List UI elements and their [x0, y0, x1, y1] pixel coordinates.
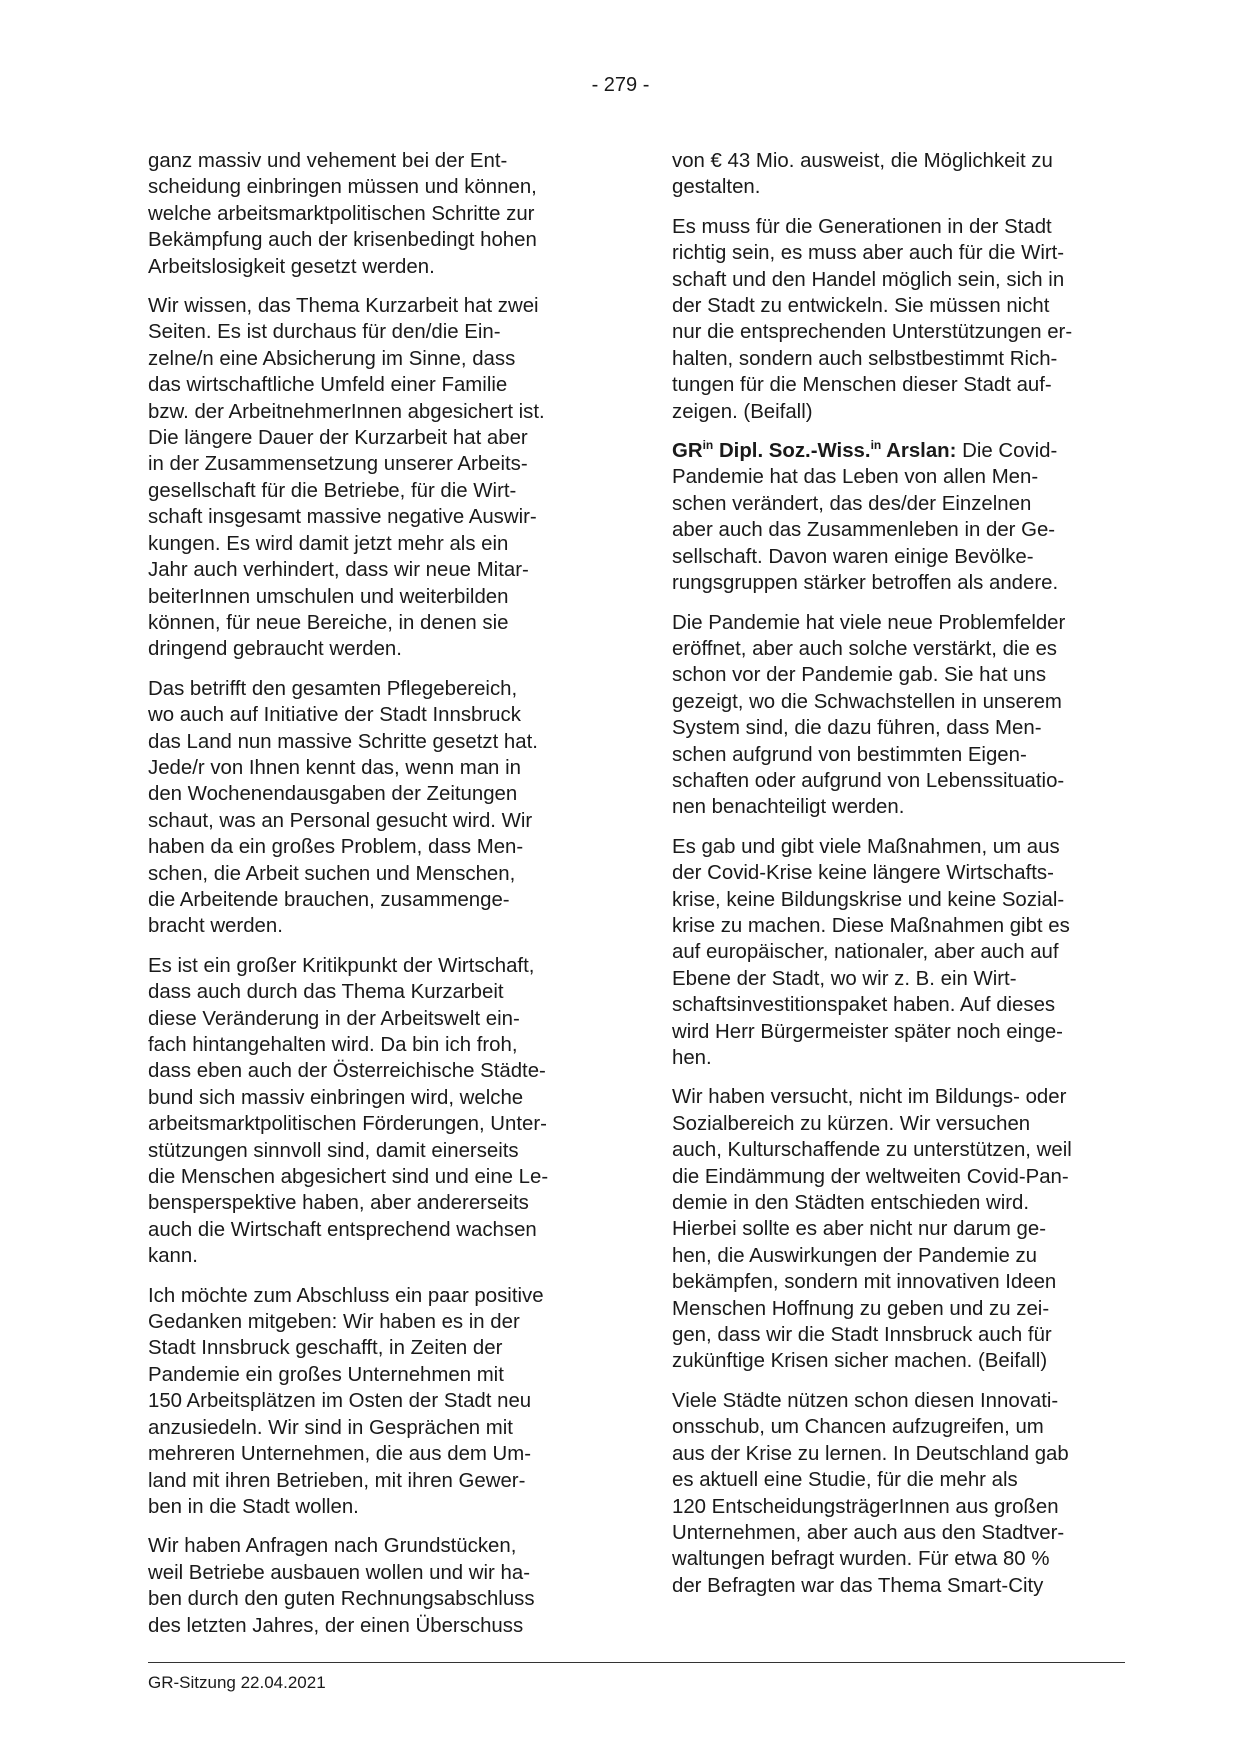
text-line: Menschen Hoffnung zu geben und zu zei- — [672, 1297, 1050, 1320]
text-line: Es gab und gibt viele Maßnahmen, um aus — [672, 835, 1060, 858]
text-line: Viele Städte nützen schon diesen Innovati- — [672, 1389, 1059, 1412]
text-line: des letzten Jahres, der einen Überschuss — [148, 1614, 524, 1637]
text-line: Sozialbereich zu kürzen. Wir versuchen — [672, 1112, 1031, 1135]
text-line: sellschaft. Davon waren einige Bevölke- — [672, 545, 1034, 568]
text-line: Pandemie hat das Leben von allen Men- — [672, 466, 1039, 489]
text-line: System sind, die dazu führen, dass Men- — [672, 717, 1042, 740]
text-line: tungen für die Menschen dieser Stadt auf- — [672, 374, 1052, 397]
text-line: Seiten. Es ist durchaus für den/die Ein- — [148, 321, 501, 344]
text-line: aber auch das Zusammenleben in der Ge- — [672, 519, 1056, 542]
text-fragment: Die Covid- — [962, 440, 1058, 463]
text-line: bensperspektive haben, aber andererseits — [148, 1192, 529, 1215]
text-line: die Arbeitende brauchen, zusammenge- — [148, 888, 510, 911]
paragraph — [148, 293, 600, 663]
text-line: gezeigt, wo die Schwachstellen in unserem — [672, 690, 1062, 713]
text-line: welche arbeitsmarktpolitischen Schritte zur — [148, 202, 535, 225]
text-line: waltungen befragt wurden. Für etwa 80 % — [672, 1548, 1050, 1571]
text-line: land mit ihren Betrieben, mit ihren Gewer- — [148, 1469, 526, 1492]
text-line: Es muss für die Generationen in der Stadt — [672, 215, 1052, 238]
text-line: von € 43 Mio. ausweist, die Möglichkeit zu — [672, 150, 1053, 172]
text-line: Es ist ein großer Kritikpunkt der Wirtschaft, — [148, 954, 535, 977]
text-line: kann. — [148, 1245, 198, 1268]
text-line: bzw. der ArbeitnehmerInnen abgesichert ist. — [148, 400, 545, 423]
text-line: aus der Krise zu lernen. In Deutschland gab — [672, 1442, 1069, 1465]
text-line: es aktuell eine Studie, für die mehr als — [672, 1469, 1018, 1492]
text-line: Die längere Dauer der Kurzarbeit hat aber — [148, 427, 528, 450]
text-line: schen aufgrund von bestimmten Eigen- — [672, 743, 1027, 766]
text-line: zukünftige Krisen sicher machen. (Beifall) — [672, 1350, 1048, 1373]
text-line: halten, sondern auch selbstbestimmt Rich- — [672, 347, 1058, 370]
speaker-title: GR — [672, 440, 703, 463]
text-line: haben da ein großes Problem, dass Men- — [148, 836, 524, 859]
speaker-degree-suffix: in — [870, 438, 882, 453]
paragraph — [148, 676, 600, 940]
paragraph — [148, 148, 600, 280]
text-line: in der Zusammensetzung unserer Arbeits- — [148, 453, 528, 476]
page-number: - 279 - — [591, 74, 650, 96]
text-line: 150 Arbeitsplätzen im Osten der Stadt neu — [148, 1390, 532, 1413]
text-line: das wirtschaftliche Umfeld einer Familie — [148, 374, 508, 397]
text-line: schaftsinvestitionspaket haben. Auf dieses — [672, 994, 1056, 1017]
text-line: Jede/r von Ihnen kennt das, wenn man in — [148, 756, 521, 779]
text-line: der Befragten war das Thema Smart-City — [672, 1574, 1044, 1597]
speaker-title-suffix: in — [702, 438, 714, 453]
text-line: zeigen. (Beifall) — [672, 400, 813, 423]
text-line: wo auch auf Initiative der Stadt Innsbruck — [148, 704, 521, 727]
text-line: Ich möchte zum Abschluss ein paar positive — [148, 1284, 544, 1307]
footer-divider — [148, 1662, 1125, 1663]
text-line: weil Betriebe ausbauen wollen und wir ha- — [148, 1561, 530, 1584]
text-line: krise, keine Bildungskrise und keine Sozial- — [672, 888, 1065, 911]
text-line: der Stadt zu entwickeln. Sie müssen nicht — [672, 295, 1050, 318]
text-line: die Menschen abgesichert sind und eine Le- — [148, 1166, 549, 1189]
text-line: auch die Wirtschaft entsprechend wachsen — [148, 1218, 537, 1241]
text-line: nen benachteiligt werden. — [672, 796, 905, 819]
right-column — [672, 148, 1124, 1612]
speaker-degree: Dipl. Soz.-Wiss. — [718, 440, 871, 463]
text-line: gesellschaft für die Betriebe, für die Wirt- — [148, 479, 517, 502]
text-line: diese Veränderung in der Arbeitswelt ein- — [148, 1007, 520, 1030]
text-line: onsschub, um Chancen aufzugreifen, um — [672, 1416, 1044, 1439]
text-line: wird Herr Bürgermeister später noch einge- — [672, 1020, 1063, 1043]
text-line: Gedanken mitgeben: Wir haben es in der — [148, 1311, 520, 1334]
text-line: Jahr auch verhindert, dass wir neue Mitar- — [148, 559, 529, 582]
text-line: Unternehmen, aber auch aus den Stadtver- — [672, 1521, 1065, 1544]
text-line: der Covid-Krise keine längere Wirtschafts- — [672, 862, 1054, 885]
text-line: können, für neue Bereiche, in denen sie — [148, 611, 509, 634]
footer-session-label: GR-Sitzung 22.04.2021 — [148, 1673, 326, 1692]
text-line: krise zu machen. Diese Maßnahmen gibt es — [672, 914, 1070, 937]
text-line: ben in die Stadt wollen. — [148, 1495, 359, 1518]
text-line: kungen. Es wird damit jetzt mehr als ein — [148, 532, 509, 555]
text-line: ganz massiv und vehement bei der Ent- — [148, 150, 508, 172]
text-line: demie in den Städten entschieden wird. — [672, 1192, 1030, 1215]
paragraph — [148, 953, 600, 1270]
text-line: schaut, was an Personal gesucht wird. Wir — [148, 809, 533, 832]
text-line: bekämpfen, sondern mit innovativen Ideen — [672, 1271, 1057, 1294]
text-line: 120 EntscheidungsträgerInnen aus großen — [672, 1495, 1059, 1518]
text-line: schaften oder aufgrund von Lebenssituatio- — [672, 769, 1065, 792]
text-line: Wir haben Anfragen nach Grundstücken, — [148, 1535, 517, 1558]
text-line: eröffnet, aber auch solche verstärkt, die es — [672, 637, 1057, 660]
text-line: zelne/n eine Absicherung im Sinne, dass — [148, 347, 516, 370]
text-line: schon vor der Pandemie gab. Sie hat uns — [672, 664, 1047, 687]
text-line: hen. — [672, 1047, 712, 1069]
paragraph — [148, 1533, 600, 1639]
text-line: hen, die Auswirkungen der Pandemie zu — [672, 1244, 1037, 1267]
text-line: den Wochenendausgaben der Zeitungen — [148, 783, 518, 806]
text-line: gen, dass wir die Stadt Innsbruck auch für — [672, 1324, 1052, 1347]
speaker-paragraph — [672, 438, 1124, 596]
speaker-name — [672, 440, 956, 462]
text-line: gestalten. — [672, 176, 761, 199]
text-line: Arbeitslosigkeit gesetzt werden. — [148, 255, 435, 278]
text-line: schaft insgesamt massive negative Auswir- — [148, 506, 537, 529]
text-line: arbeitsmarktpolitischen Förderungen, Unter- — [148, 1113, 547, 1136]
text-line: richtig sein, es muss aber auch für die Wirt- — [672, 242, 1065, 265]
text-line: dass auch durch das Thema Kurzarbeit — [148, 981, 504, 1004]
speaker-line — [672, 438, 1124, 464]
text-line: die Eindämmung der weltweiten Covid-Pan- — [672, 1165, 1069, 1188]
text-line: nur die entsprechenden Unterstützungen er- — [672, 321, 1073, 344]
text-line: auch, Kulturschaffende zu unterstützen, weil — [672, 1139, 1072, 1162]
text-line: stützungen sinnvoll sind, damit einerseits — [148, 1139, 519, 1162]
text-line: Wir wissen, das Thema Kurzarbeit hat zwei — [148, 295, 539, 318]
text-line: ben durch den guten Rechnungsabschluss — [148, 1588, 535, 1611]
text-line: schen, die Arbeit suchen und Menschen, — [148, 862, 516, 885]
text-line: Die Pandemie hat viele neue Problemfelder — [672, 611, 1066, 634]
left-column — [148, 148, 600, 1652]
text-line: auf europäischer, nationaler, aber auch auf — [672, 941, 1059, 964]
paragraph — [672, 1084, 1124, 1374]
text-line: Das betrifft den gesamten Pflegebereich, — [148, 677, 518, 700]
paragraph — [672, 610, 1124, 821]
text-line: Ebene der Stadt, wo wir z. B. ein Wirt- — [672, 967, 1017, 990]
text-line: Wir haben versucht, nicht im Bildungs- oder — [672, 1086, 1067, 1109]
text-line: Hierbei sollte es aber nicht nur darum ge- — [672, 1218, 1047, 1241]
text-line: Stadt Innsbruck geschafft, in Zeiten der — [148, 1337, 503, 1360]
paragraph — [672, 214, 1124, 425]
text-line: fach hintangehalten wird. Da bin ich froh, — [148, 1034, 518, 1056]
text-line: scheidung einbringen müssen und können, — [148, 176, 537, 199]
text-line: rungsgruppen stärker betroffen als andere. — [672, 572, 1059, 595]
text-line: beiterInnen umschulen und weiterbilden — [148, 585, 509, 608]
text-line: das Land nun massive Schritte gesetzt hat. — [148, 730, 538, 753]
paragraph — [672, 834, 1124, 1072]
text-line: bracht werden. — [148, 915, 283, 938]
text-line: dringend gebraucht werden. — [148, 638, 402, 661]
paragraph — [148, 1283, 600, 1521]
text-line: schen verändert, das des/der Einzelnen — [672, 492, 1032, 515]
paragraph — [672, 1388, 1124, 1599]
text-line: Bekämpfung auch der krisenbedingt hohen — [148, 229, 537, 252]
speaker-surname: Arslan: — [886, 440, 957, 463]
text-line: bund sich massiv einbringen wird, welche — [148, 1086, 524, 1109]
text-line: dass eben auch der Österreichische Städte- — [148, 1060, 546, 1083]
text-line: mehreren Unternehmen, die aus dem Um- — [148, 1443, 532, 1466]
text-line: Pandemie ein großes Unternehmen mit — [148, 1363, 504, 1386]
paragraph — [672, 148, 1124, 201]
text-line: schaft und den Handel möglich sein, sich in — [672, 268, 1065, 291]
text-line: anzusiedeln. Wir sind in Gesprächen mit — [148, 1416, 513, 1439]
